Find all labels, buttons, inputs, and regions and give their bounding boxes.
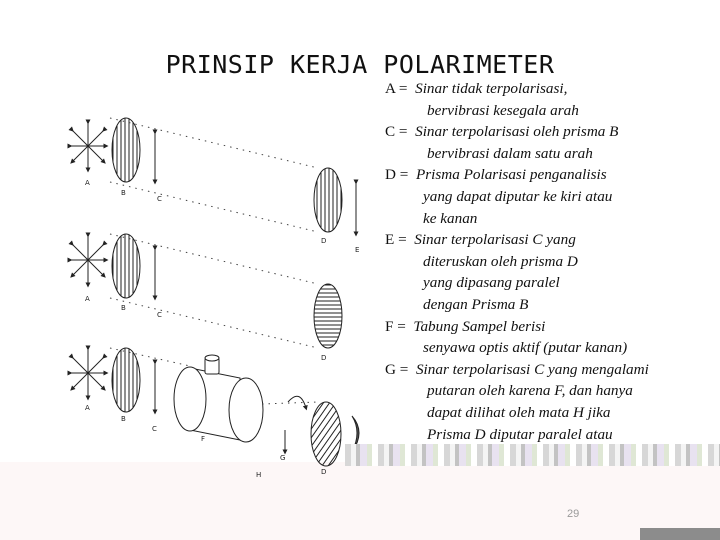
label-a-row1: A xyxy=(85,179,90,187)
polarizer-prism-b xyxy=(112,348,140,412)
label-e-row1: E xyxy=(355,246,360,254)
slide-title: PRINSIP KERJA POLARIMETER xyxy=(165,50,555,79)
def-g-line4: Prisma D diputar paralel atau xyxy=(427,425,613,443)
row-3-setup xyxy=(70,348,359,479)
def-g-line1: G = Sinar terpolarisasi C yang mengalami xyxy=(385,360,649,378)
def-c-line1: C = Sinar terpolarisasi oleh prisma B xyxy=(385,123,619,141)
analyzer-prism-d-crossed xyxy=(314,284,342,348)
def-g-line3: dapat dilihat oleh mata H jika xyxy=(427,403,611,421)
def-d-line2: yang dapat diputar ke kiri atau xyxy=(423,187,613,205)
label-c-row1: C xyxy=(157,195,162,203)
label-d-row1: D xyxy=(321,237,327,245)
label-g-row3: G xyxy=(280,454,286,462)
label-b-row3: B xyxy=(121,415,126,423)
label-d-row2: D xyxy=(321,354,327,362)
label-b-row2: B xyxy=(121,304,126,312)
label-b-row1: B xyxy=(121,189,126,197)
row-1-setup xyxy=(70,118,359,254)
def-a-line2: bervibrasi kesegala arah xyxy=(427,101,579,119)
label-c-row3: C xyxy=(152,425,157,433)
slide-number: 29 xyxy=(567,508,580,520)
label-c-row2: C xyxy=(157,311,162,319)
row-2-setup xyxy=(70,234,342,362)
def-d-line3: ke kanan xyxy=(423,209,478,227)
analyzer-prism-d-rotated xyxy=(311,402,341,466)
label-h-row3: H xyxy=(256,471,262,479)
def-f-line2: senyawa optis aktif (putar kanan) xyxy=(423,339,628,357)
label-a-row2: A xyxy=(85,295,90,303)
unpolarized-light-symbol xyxy=(70,122,106,170)
polarizer-prism-b xyxy=(112,118,140,182)
def-e-line1: E = Sinar terpolarisasi C yang xyxy=(385,231,576,249)
label-a-row3: A xyxy=(85,404,90,412)
def-e-line4: dengan Prisma B xyxy=(423,295,529,313)
def-f-line1: F = Tabung Sampel berisi xyxy=(385,317,546,335)
image-artifact-strip xyxy=(345,444,720,466)
unpolarized-light-symbol xyxy=(70,235,106,285)
polarizer-prism-b xyxy=(112,234,140,298)
corner-decoration xyxy=(640,528,720,540)
unpolarized-light-symbol xyxy=(70,348,106,398)
def-g-line2: putaran oleh karena F, dan hanya xyxy=(427,382,633,400)
sample-tube-f xyxy=(174,355,263,442)
def-a-line1: A = Sinar tidak terpolarisasi, xyxy=(385,80,568,97)
def-e-line2: diteruskan oleh prisma D xyxy=(423,252,578,270)
def-e-line3: yang dipasang paralel xyxy=(423,274,560,292)
analyzer-prism-d xyxy=(314,168,342,232)
label-f-row3: F xyxy=(201,435,206,443)
def-d-line1: D = Prisma Polarisasi penganalisis xyxy=(385,166,607,184)
def-c-line2: bervibrasi dalam satu arah xyxy=(427,144,593,162)
rotation-arrow-g xyxy=(288,396,306,408)
label-d-row3: D xyxy=(321,468,327,476)
